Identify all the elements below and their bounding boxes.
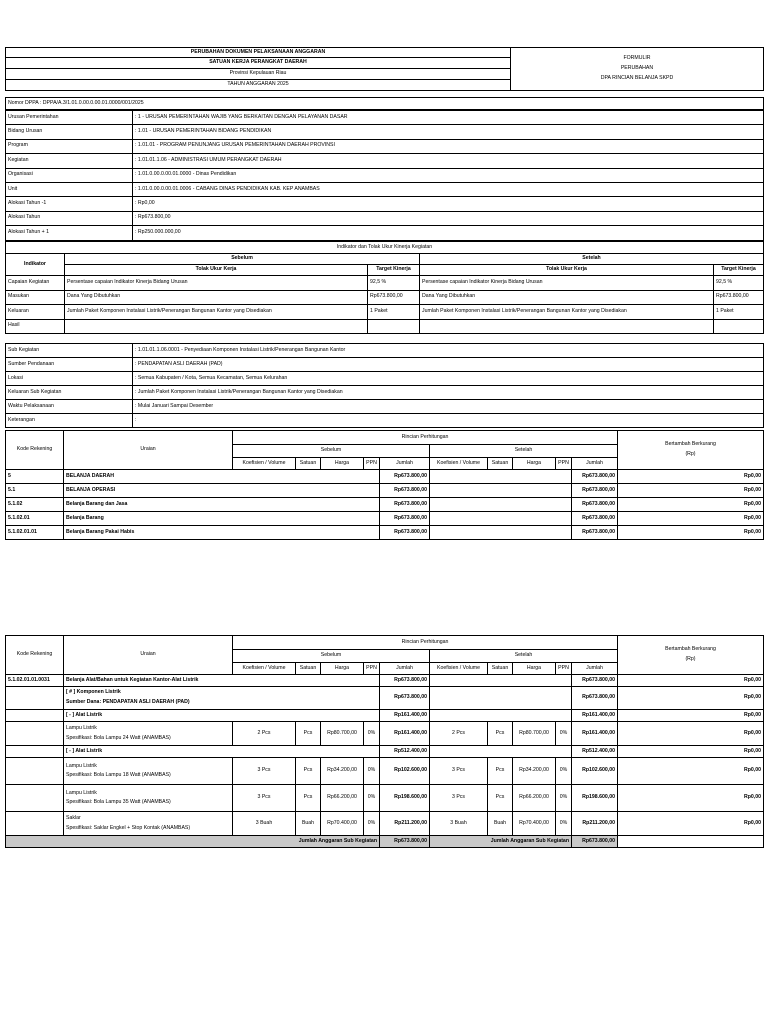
- total-label-sebelum: Jumlah Anggaran Sub Kegiatan: [6, 836, 380, 848]
- sub-kegiatan-label: Sumber Pendanaan: [6, 358, 133, 372]
- item-selisih: Rp0,00: [618, 758, 764, 785]
- item-harga-setelah: Rp34.200,00: [513, 758, 556, 785]
- item-description: [64, 758, 233, 785]
- summary-selisih: Rp0,00: [618, 484, 764, 498]
- col-ppn-sebelum: PPN: [364, 458, 380, 470]
- info-row: [6, 154, 764, 168]
- info-row: [6, 211, 764, 225]
- indicator-target-setelah: Rp673.800,00: [714, 290, 764, 305]
- item-harga-sebelum: Rp70.400,00: [321, 812, 364, 836]
- form-label-3: DPA RINCIAN BELANJA SKPD: [600, 74, 674, 81]
- info-row: [6, 139, 764, 153]
- item-ppn-sebelum: 0%: [364, 812, 380, 836]
- indicator-tolak-setelah: Persentase capaian Indikator Kinerja Bidang Urusan: [420, 276, 714, 291]
- col-sebelum: Sebelum: [233, 445, 430, 458]
- indicator-tolak-setelah: Jumlah Paket Komponen Instalasi Listrik/Penerangan Bangunan Kantor yang Disediakan: [420, 305, 714, 320]
- item-name: Saklar: [66, 815, 81, 822]
- col-rp-label: (Rp): [685, 656, 696, 662]
- item-row-2: [6, 758, 764, 785]
- sub-kegiatan-row: [6, 344, 764, 358]
- summary-uraian: Belanja Barang Pakai Habis: [64, 526, 380, 540]
- indicator-target-setelah: [714, 319, 764, 334]
- summary-uraian: Belanja Barang: [64, 512, 380, 526]
- indicator-name: Masukan: [6, 290, 65, 305]
- account-uraian: Belanja Alat/Bahan untuk Kegiatan Kantor-Alat Listrik: [64, 675, 380, 687]
- info-value: : 1.01.01.1.06 - ADMINISTRASI UMUM PERANGKAT DAERAH: [133, 154, 764, 168]
- header-title-1: PERUBAHAN DOKUMEN PELAKSANAAN ANGGARAN: [6, 48, 511, 58]
- sub-kegiatan-label: Keluaran Sub Kegiatan: [6, 386, 133, 400]
- info-label: Alokasi Tahun: [6, 211, 133, 225]
- indicator-row: [6, 305, 764, 320]
- group1-jumlah-setelah: Rp161.400,00: [572, 710, 618, 722]
- info-label: Alokasi Tahun -1: [6, 197, 133, 211]
- col-harga-sebelum: Harga: [321, 458, 364, 470]
- col-satuan-sebelum: Satuan: [296, 663, 321, 675]
- detail-header-row-1: [6, 431, 764, 445]
- item-ppn-sebelum: 0%: [364, 722, 380, 746]
- detail-table-2: [5, 635, 764, 848]
- group2-selisih: Rp0,00: [618, 746, 764, 758]
- komponen-jumlah-setelah: Rp673.800,00: [572, 687, 618, 710]
- item-jumlah-sebelum: Rp198.600,00: [380, 785, 430, 812]
- group-row-1: [6, 710, 764, 722]
- indicator-tolak-setelah: [420, 319, 714, 334]
- item-jumlah-setelah: Rp102.600,00: [572, 758, 618, 785]
- group-row-2: [6, 746, 764, 758]
- col-jumlah-sebelum: Jumlah: [380, 458, 430, 470]
- info-label: Unit: [6, 182, 133, 196]
- summary-jumlah-sebelum: Rp673.800,00: [380, 484, 430, 498]
- summary-kode: 5.1.02.01: [6, 512, 64, 526]
- col-satuan-setelah: Satuan: [488, 458, 513, 470]
- summary-row: [6, 526, 764, 540]
- account-jumlah-sebelum: Rp673.800,00: [380, 675, 430, 687]
- item-jumlah-sebelum: Rp211.200,00: [380, 812, 430, 836]
- indicator-col-tolak-1: Tolak Ukur Kerja: [65, 265, 368, 276]
- indicator-col-sebelum: Sebelum: [65, 254, 420, 265]
- col-harga-setelah: Harga: [513, 663, 556, 675]
- indicator-target-sebelum: 1 Paket: [368, 305, 420, 320]
- summary-kode: 5.1.02: [6, 498, 64, 512]
- col-rp-label: (Rp): [685, 451, 696, 457]
- summary-selisih: Rp0,00: [618, 526, 764, 540]
- item-harga-sebelum: Rp34.200,00: [321, 758, 364, 785]
- account-selisih: Rp0,00: [618, 675, 764, 687]
- item-harga-setelah: Rp70.400,00: [513, 812, 556, 836]
- item-jumlah-setelah: Rp198.600,00: [572, 785, 618, 812]
- summary-row: [6, 484, 764, 498]
- item-ppn-setelah: 0%: [556, 758, 572, 785]
- summary-uraian: Belanja Barang dan Jasa: [64, 498, 380, 512]
- group2-jumlah-sebelum: Rp512.400,00: [380, 746, 430, 758]
- summary-jumlah-sebelum: Rp673.800,00: [380, 512, 430, 526]
- form-label-cell: [511, 48, 764, 91]
- indicator-row: [6, 319, 764, 334]
- col-jumlah-setelah: Jumlah: [572, 663, 618, 675]
- col-koef-sebelum: Koefisien / Volume: [233, 663, 296, 675]
- komponen-line1: [ # ] Komponen Listrik: [66, 689, 121, 696]
- komponen-row: [6, 687, 764, 710]
- indicator-target-setelah: 1 Paket: [714, 305, 764, 320]
- item-koef-setelah: 3 Pcs: [430, 785, 488, 812]
- col-kode-rekening: Kode Rekening: [6, 431, 64, 470]
- info-label: Urusan Pemerintahan: [6, 111, 133, 125]
- item-koef-setelah: 2 Pcs: [430, 722, 488, 746]
- header-title-2: SATUAN KERJA PERANGKAT DAERAH: [6, 58, 511, 69]
- account-jumlah-setelah: Rp673.800,00: [572, 675, 618, 687]
- item-satuan-setelah: Pcs: [488, 722, 513, 746]
- info-value: : 1.01.0.00.0.00.01.0000 - Dinas Pendidikan: [133, 168, 764, 182]
- info-value: : Rp673.800,00: [133, 211, 764, 225]
- info-table: [5, 110, 764, 241]
- summary-row: [6, 512, 764, 526]
- col-ppn-setelah: PPN: [556, 458, 572, 470]
- item-description: [64, 812, 233, 836]
- summary-jumlah-sebelum: Rp673.800,00: [380, 470, 430, 484]
- summary-jumlah-setelah: Rp673.800,00: [572, 526, 618, 540]
- indicator-row: [6, 290, 764, 305]
- col-uraian: Uraian: [64, 431, 233, 470]
- item-jumlah-sebelum: Rp161.400,00: [380, 722, 430, 746]
- summary-kode: 5: [6, 470, 64, 484]
- item-satuan-sebelum: Pcs: [296, 785, 321, 812]
- item-satuan-sebelum: Buah: [296, 812, 321, 836]
- col-bertambah-label: Bertambah Berkurang: [665, 646, 716, 653]
- item-koef-sebelum: 3 Pcs: [233, 758, 296, 785]
- summary-uraian: BELANJA OPERASI: [64, 484, 380, 498]
- group1-selisih: Rp0,00: [618, 710, 764, 722]
- info-row: [6, 168, 764, 182]
- summary-jumlah-setelah: Rp673.800,00: [572, 484, 618, 498]
- komponen-label: [64, 687, 380, 710]
- item-description: [64, 722, 233, 746]
- summary-selisih: Rp0,00: [618, 512, 764, 526]
- header-year: TAHUN ANGGARAN 2025: [6, 80, 511, 91]
- info-label: Kegiatan: [6, 154, 133, 168]
- document-header: [5, 47, 764, 91]
- col-satuan-sebelum: Satuan: [296, 458, 321, 470]
- col-bertambah-berkurang: [618, 636, 764, 675]
- form-label-2: PERUBAHAN: [620, 65, 654, 72]
- info-label: Bidang Urusan: [6, 125, 133, 139]
- info-row: [6, 111, 764, 125]
- item-selisih: Rp0,00: [618, 785, 764, 812]
- indicator-col-tolak-2: Tolak Ukur Kerja: [420, 265, 714, 276]
- item-koef-sebelum: 2 Pcs: [233, 722, 296, 746]
- item-satuan-setelah: Buah: [488, 812, 513, 836]
- info-label: Organisasi: [6, 168, 133, 182]
- total-label-setelah: Jumlah Anggaran Sub Kegiatan: [430, 836, 572, 848]
- sub-kegiatan-label: Sub Kegiatan: [6, 344, 133, 358]
- summary-jumlah-setelah: Rp673.800,00: [572, 470, 618, 484]
- sub-kegiatan-label: Lokasi: [6, 372, 133, 386]
- account-kode: 5.1.02.01.01.0031: [6, 675, 64, 687]
- indicator-row: [6, 276, 764, 291]
- summary-jumlah-setelah: Rp673.800,00: [572, 498, 618, 512]
- col-jumlah-setelah: Jumlah: [572, 458, 618, 470]
- detail-table-1: [5, 430, 764, 540]
- indicator-name: Capaian Kegiatan: [6, 276, 65, 291]
- info-value: : Rp0,00: [133, 197, 764, 211]
- col-rincian-perhitungan: Rincian Perhitungan: [233, 431, 618, 445]
- sub-kegiatan-label: Waktu Pelaksanaan: [6, 400, 133, 414]
- item-koef-sebelum: 3 Pcs: [233, 785, 296, 812]
- item-name: Lampu Listrik: [66, 762, 97, 769]
- info-row: [6, 197, 764, 211]
- indicator-tolak-setelah: Dana Yang Dibutuhkan: [420, 290, 714, 305]
- indicator-target-setelah: 92,5 %: [714, 276, 764, 291]
- info-label: Alokasi Tahun + 1: [6, 226, 133, 240]
- item-ppn-sebelum: 0%: [364, 758, 380, 785]
- dpa-number-box: [5, 97, 764, 110]
- form-label-1: FORMULIR: [623, 55, 651, 62]
- item-ppn-sebelum: 0%: [364, 785, 380, 812]
- group2-label: [ - ] Alat Listrik: [64, 746, 380, 758]
- sub-kegiatan-row: [6, 400, 764, 414]
- item-satuan-sebelum: Pcs: [296, 758, 321, 785]
- col-jumlah-sebelum: Jumlah: [380, 663, 430, 675]
- col-ppn-sebelum: PPN: [364, 663, 380, 675]
- komponen-selisih: Rp0,00: [618, 687, 764, 710]
- indicator-target-sebelum: 92,5 %: [368, 276, 420, 291]
- indicator-section-title: Indikator dan Tolak Ukur Kinerja Kegiatan: [6, 242, 764, 254]
- detail-header-row-1: [6, 636, 764, 650]
- sub-kegiatan-value: : PENDAPATAN ASLI DAERAH (PAD): [133, 358, 764, 372]
- item-spec: Spesifikasi: Bola Lampu 18 Watt (ANAMBAS): [66, 772, 171, 778]
- info-value: : 1.01.01 - PROGRAM PENUNJANG URUSAN PEMERINTAHAN DAERAH PROVINSI: [133, 139, 764, 153]
- item-row-3: [6, 785, 764, 812]
- indicator-col-target-1: Target Kinerja: [368, 265, 420, 276]
- item-ppn-setelah: 0%: [556, 785, 572, 812]
- account-row: [6, 675, 764, 687]
- item-satuan-sebelum: Pcs: [296, 722, 321, 746]
- col-satuan-setelah: Satuan: [488, 663, 513, 675]
- sub-kegiatan-label: Keterangan: [6, 414, 133, 428]
- col-harga-setelah: Harga: [513, 458, 556, 470]
- col-koef-setelah: Koefisien / Volume: [430, 458, 488, 470]
- summary-kode: 5.1.02.01.01: [6, 526, 64, 540]
- item-row-4: [6, 812, 764, 836]
- total-row: [6, 836, 764, 848]
- indicator-tolak-sebelum: [65, 319, 368, 334]
- col-setelah: Setelah: [430, 650, 618, 663]
- indicator-target-sebelum: [368, 319, 420, 334]
- item-satuan-setelah: Pcs: [488, 758, 513, 785]
- summary-selisih: Rp0,00: [618, 470, 764, 484]
- header-province: Provinsi Kepulauan Riau: [6, 69, 511, 80]
- col-harga-sebelum: Harga: [321, 663, 364, 675]
- komponen-jumlah-sebelum: Rp673.800,00: [380, 687, 430, 710]
- summary-uraian: BELANJA DAERAH: [64, 470, 380, 484]
- sub-kegiatan-row: [6, 372, 764, 386]
- sub-kegiatan-value: : Semua Kabupaten / Kota, Semua Kecamatan, Semua Kelurahan: [133, 372, 764, 386]
- indicator-table: [5, 241, 764, 334]
- summary-selisih: Rp0,00: [618, 498, 764, 512]
- col-koef-setelah: Koefisien / Volume: [430, 663, 488, 675]
- indicator-tolak-sebelum: Persentase capaian Indikator Kinerja Bidang Urusan: [65, 276, 368, 291]
- info-value: : Rp250.000.000,00: [133, 226, 764, 240]
- item-koef-sebelum: 3 Buah: [233, 812, 296, 836]
- indicator-target-sebelum: Rp673.800,00: [368, 290, 420, 305]
- col-kode-rekening: Kode Rekening: [6, 636, 64, 675]
- item-harga-sebelum: Rp66.200,00: [321, 785, 364, 812]
- sub-kegiatan-row: [6, 386, 764, 400]
- item-spec: Spesifikasi: Bola Lampu 35 Watt (ANAMBAS): [66, 799, 171, 805]
- item-selisih: Rp0,00: [618, 722, 764, 746]
- item-spec: Spesifikasi: Saklar Engkel + Stop Kontak (ANAMBAS): [66, 824, 191, 831]
- col-sebelum: Sebelum: [233, 650, 430, 663]
- item-harga-sebelum: Rp80.700,00: [321, 722, 364, 746]
- total-jumlah-sebelum: Rp673.800,00: [380, 836, 430, 848]
- item-harga-setelah: Rp80.700,00: [513, 722, 556, 746]
- col-rincian-perhitungan: Rincian Perhitungan: [233, 636, 618, 650]
- indicator-col-setelah: Setelah: [420, 254, 764, 265]
- summary-kode: 5.1: [6, 484, 64, 498]
- sub-kegiatan-row: [6, 414, 764, 428]
- col-ppn-setelah: PPN: [556, 663, 572, 675]
- indicator-col-indikator: Indikator: [6, 254, 65, 276]
- sub-kegiatan-table: [5, 343, 764, 428]
- summary-row: [6, 498, 764, 512]
- col-bertambah-label: Bertambah Berkurang: [665, 441, 716, 448]
- item-spec: Spesifikasi: Bola Lampu 24 Watt (ANAMBAS): [66, 734, 171, 741]
- info-value: : 1 - URUSAN PEMERINTAHAN WAJIB YANG BERKAITAN DENGAN PELAYANAN DASAR: [133, 111, 764, 125]
- item-jumlah-setelah: Rp211.200,00: [572, 812, 618, 836]
- item-koef-setelah: 3 Pcs: [430, 758, 488, 785]
- indicator-tolak-sebelum: Dana Yang Dibutuhkan: [65, 290, 368, 305]
- col-koef-sebelum: Koefisien / Volume: [233, 458, 296, 470]
- group2-jumlah-setelah: Rp512.400,00: [572, 746, 618, 758]
- sub-kegiatan-value: : 1.01.01.1.06.0001 - Penyediaan Komponen Instalasi Listrik/Penerangan Bangunan Kantor: [133, 344, 764, 358]
- info-row: [6, 182, 764, 196]
- info-value: : 1.01.0.00.0.00.01.0006 - CABANG DINAS PENDIDIKAN KAB. KEP ANAMBAS: [133, 182, 764, 196]
- item-jumlah-sebelum: Rp102.600,00: [380, 758, 430, 785]
- item-name: Lampu Listrik: [66, 725, 97, 732]
- summary-row: [6, 470, 764, 484]
- item-ppn-setelah: 0%: [556, 812, 572, 836]
- info-row: [6, 226, 764, 240]
- sub-kegiatan-value: : Mulai Januari Sampai Desember: [133, 400, 764, 414]
- sub-kegiatan-value: :: [133, 414, 764, 428]
- indicator-name: Keluaran: [6, 305, 65, 320]
- item-jumlah-setelah: Rp161.400,00: [572, 722, 618, 746]
- info-value: : 1.01 - URUSAN PEMERINTAHAN BIDANG PENDIDIKAN: [133, 125, 764, 139]
- indicator-tolak-sebelum: Jumlah Paket Komponen Instalasi Listrik/Penerangan Bangunan Kantor yang Disediakan: [65, 305, 368, 320]
- dpa-number: Nomor DPPA : DPPA/A.3/1.01.0.00.0.00.01.0000/001/2025: [6, 98, 764, 110]
- item-koef-setelah: 3 Buah: [430, 812, 488, 836]
- info-label: Program: [6, 139, 133, 153]
- summary-jumlah-setelah: Rp673.800,00: [572, 512, 618, 526]
- info-row: [6, 125, 764, 139]
- item-name: Lampu Listrik: [66, 789, 97, 796]
- sub-kegiatan-value: : Jumlah Paket Komponen Instalasi Listrik/Penerangan Bangunan Kantor yang Disediakan: [133, 386, 764, 400]
- group1-label: [ - ] Alat Listrik: [64, 710, 380, 722]
- item-satuan-setelah: Pcs: [488, 785, 513, 812]
- item-row-1: [6, 722, 764, 746]
- item-description: [64, 785, 233, 812]
- col-uraian: Uraian: [64, 636, 233, 675]
- col-setelah: Setelah: [430, 445, 618, 458]
- indicator-name: Hasil: [6, 319, 65, 334]
- item-selisih: Rp0,00: [618, 812, 764, 836]
- indicator-col-target-2: Target Kinerja: [714, 265, 764, 276]
- item-ppn-setelah: 0%: [556, 722, 572, 746]
- group1-jumlah-sebelum: Rp161.400,00: [380, 710, 430, 722]
- summary-jumlah-sebelum: Rp673.800,00: [380, 498, 430, 512]
- komponen-line2: Sumber Dana: PENDAPATAN ASLI DAERAH (PAD): [66, 699, 190, 705]
- col-bertambah-berkurang: [618, 431, 764, 470]
- sub-kegiatan-row: [6, 358, 764, 372]
- item-harga-setelah: Rp66.200,00: [513, 785, 556, 812]
- total-jumlah-setelah: Rp673.800,00: [572, 836, 618, 848]
- summary-jumlah-sebelum: Rp673.800,00: [380, 526, 430, 540]
